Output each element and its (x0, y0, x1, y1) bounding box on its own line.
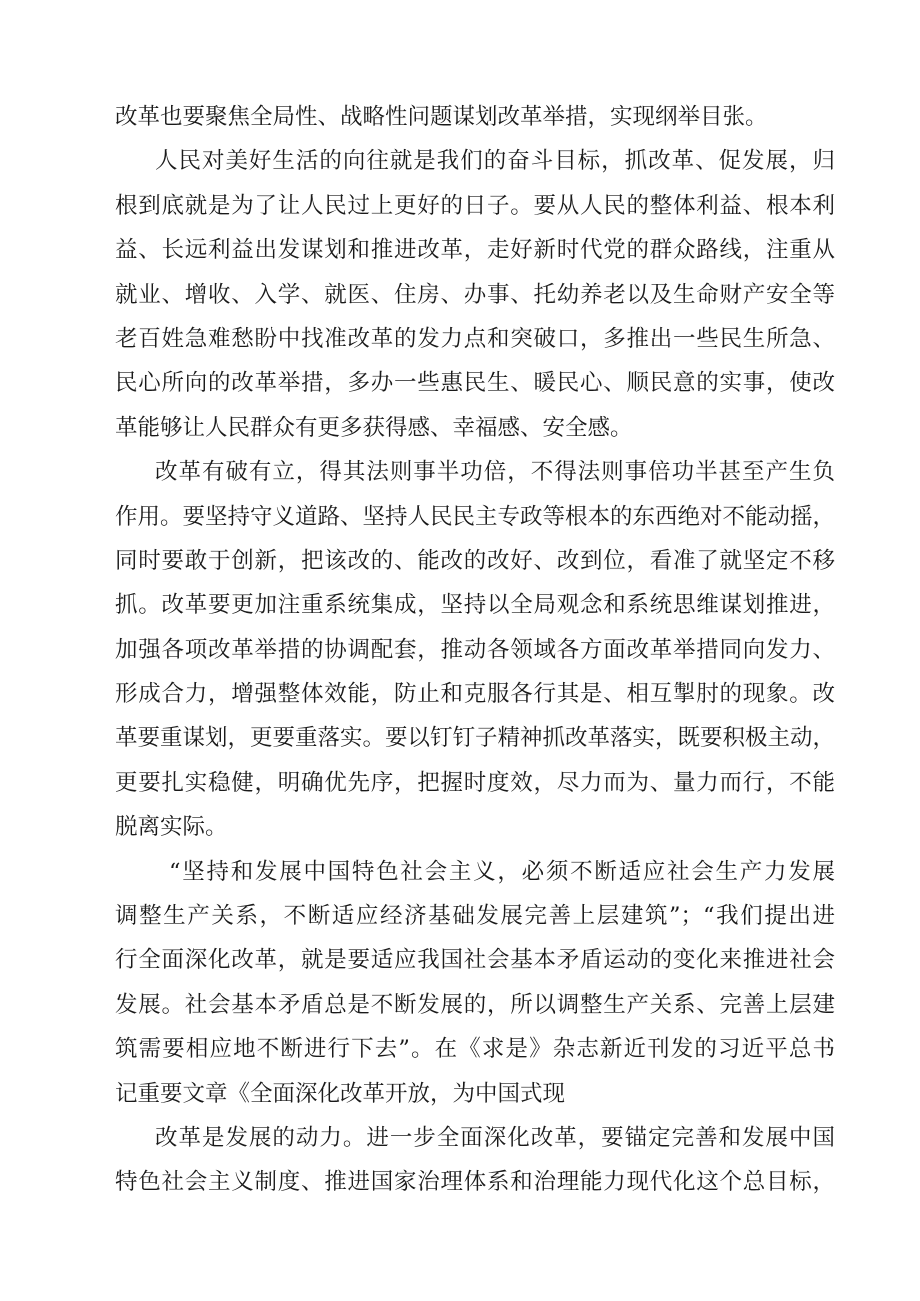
text-line: 改革也要聚焦全局性、战略性问题谋划改革举措，实现纲举目张。 (115, 104, 768, 130)
text-line: 根到底就是为了让人民过上更好的日子。要从人民的整体利益、根本利 (115, 192, 835, 219)
text-line: 加强各项改革举措的协调配套，推动各领域各方面改革举措同向发力、 (115, 636, 835, 663)
text-line: 调整生产关系，不断适应经济基础发展完善上层建筑”；“我们提出进 (115, 903, 835, 930)
text-line: 抓。改革要更加注重系统集成，坚持以全局观念和系统思维谋划推进， (115, 592, 835, 619)
text-line: 民心所向的改革举措，多办一些惠民生、暖民心、顺民意的实事，使改 (115, 370, 835, 397)
text-line: 行全面深化改革，就是要适应我国社会基本矛盾运动的变化来推进社会 (115, 947, 835, 974)
text-line: 老百姓急难愁盼中找准改革的发力点和突破口，多推出一些民生所急、 (115, 325, 835, 352)
text-line: 就业、增收、入学、就医、住房、办事、托幼养老以及生命财产安全等 (115, 281, 835, 308)
text-line: 筑需要相应地不断进行下去”。在《求是》杂志新近刊发的习近平总书 (115, 1036, 835, 1063)
paragraph-first-line: 人民对美好生活的向往就是我们的奋斗目标，抓改革、促发展，归 (155, 148, 835, 175)
text-line: 特色社会主义制度、推进国家治理体系和治理能力现代化这个总目标， (115, 1169, 835, 1196)
text-line: 革要重谋划，更要重落实。要以钉钉子精神抓改革落实，既要积极主动， (115, 725, 836, 752)
text-line: 益、长远利益出发谋划和推进改革，走好新时代党的群众路线，注重从 (115, 237, 835, 264)
text-line: 形成合力，增强整体效能，防止和克服各行其是、相互掣肘的现象。改 (115, 681, 835, 708)
text-line: 作用。要坚持守义道路、坚持人民民主专政等根本的东西绝对不能动摇， (115, 503, 836, 530)
text-line: 同时要敢于创新，把该改的、能改的改好、改到位，看准了就坚定不移 (115, 547, 835, 574)
text-line: 更要扎实稳健，明确优先序，把握时度效，尽力而为、量力而行，不能 (115, 769, 835, 796)
text-line: 记重要文章《全面深化改革开放，为中国式现 (115, 1080, 566, 1107)
paragraph-first-line: 改革有破有立，得其法则事半功倍，不得法则事倍功半甚至产生负 (155, 459, 835, 486)
text-line: 脱离实际。 (115, 814, 228, 841)
paragraph-first-line: “坚持和发展中国特色社会主义，必须不断适应社会生产力发展 (169, 858, 835, 885)
text-line: 发展。社会基本矛盾总是不断发展的，所以调整生产关系、完善上层建 (115, 991, 835, 1018)
text-line: 革能够让人民群众有更多获得感、幸福感、安全感。 (115, 414, 633, 441)
paragraph-first-line: 改革是发展的动力。进一步全面深化改革，要锚定完善和发展中国 (155, 1124, 835, 1151)
body-text (115, 95, 835, 1205)
